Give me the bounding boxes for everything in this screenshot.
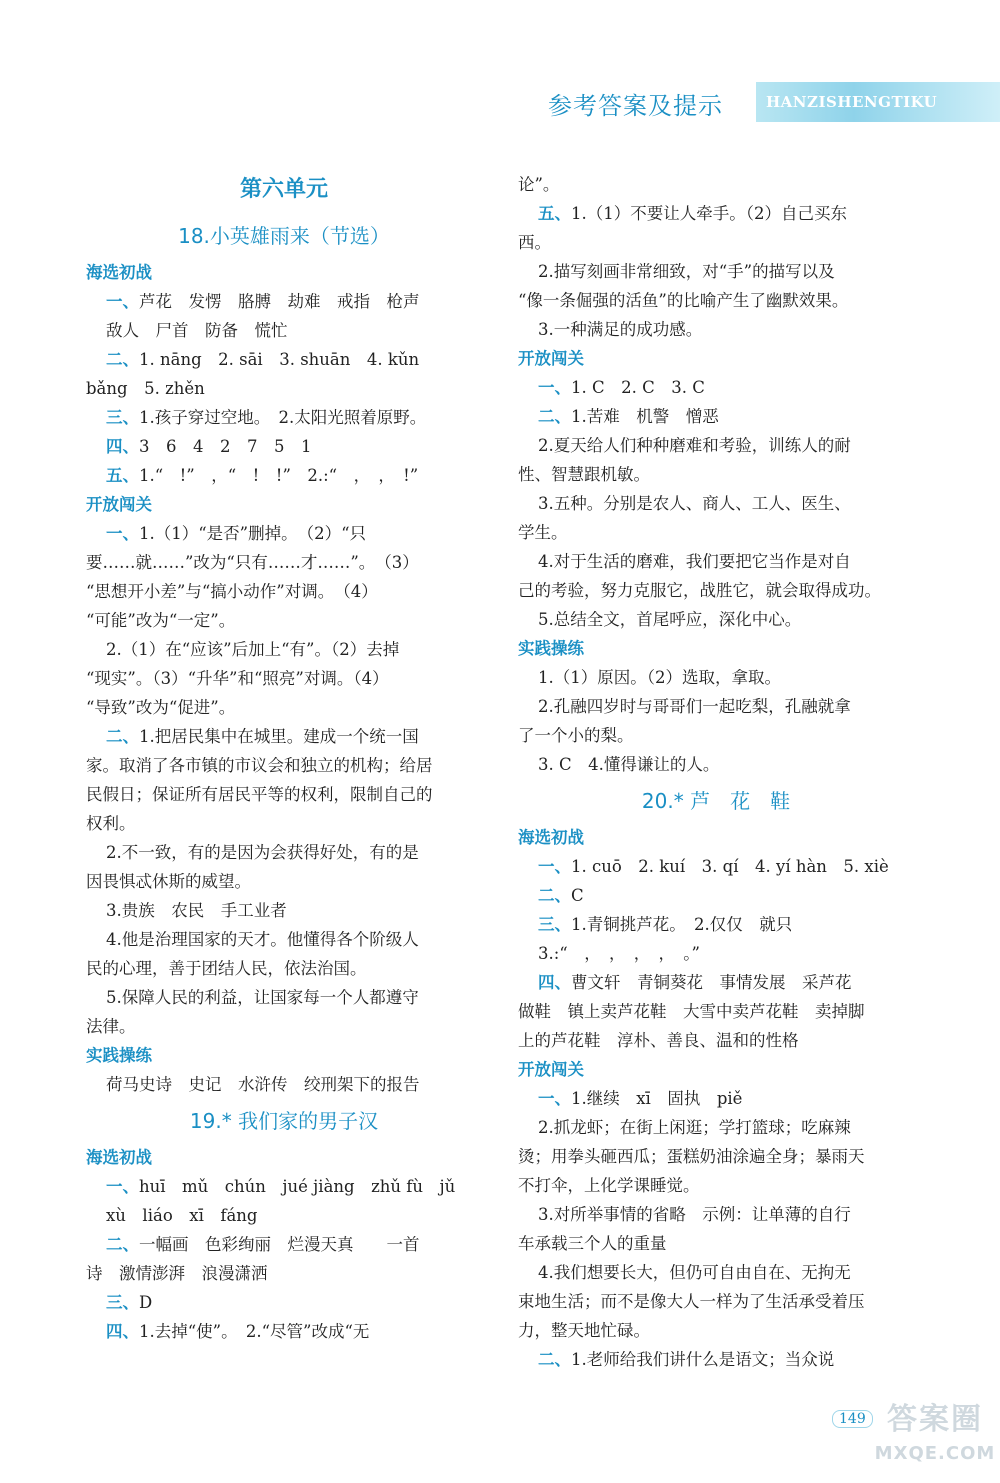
- answer-line: [518, 852, 914, 881]
- answer-line: 车承载三个人的重量: [518, 1234, 667, 1253]
- answer-line: “现实”。（3）“升华”和“照亮”对调。（4）: [86, 669, 389, 688]
- answer-text: 1.“ !” ，“ ! !” 2.:“ ， ， !”: [139, 466, 419, 485]
- item-label: 三、: [538, 915, 571, 934]
- item-label: 四、: [106, 1322, 139, 1341]
- answer-line: 法律。: [86, 1017, 136, 1036]
- answer-line: 4.我们想要长大，但仍可自由自在、无拘无: [538, 1263, 851, 1282]
- answer-line: 西。: [518, 233, 551, 252]
- answer-line: 权利。: [86, 814, 136, 833]
- answer-line: [518, 199, 914, 228]
- answer-line: 论”。: [518, 175, 560, 194]
- answer-line: 4.他是治理国家的天才。他懂得各个阶级人: [106, 930, 419, 949]
- answer-line: [86, 345, 482, 374]
- item-label: 一、: [538, 857, 571, 876]
- answer-line: 2.孔融四岁时与哥哥们一起吃梨，孔融就拿: [538, 697, 851, 716]
- section-heading: 海选初战: [86, 1148, 152, 1167]
- answer-line: 因畏惧忒休斯的威望。: [86, 872, 251, 891]
- item-label: 四、: [538, 973, 571, 992]
- answer-line: bǎng 5. zhěn: [86, 379, 205, 398]
- answer-text: D: [139, 1293, 153, 1312]
- unit-title: 第六单元: [239, 177, 328, 202]
- section-heading: 开放闯关: [518, 1060, 584, 1079]
- answer-line: [86, 287, 482, 316]
- answer-line: [518, 1345, 914, 1374]
- answer-line: 2.描写刻画非常细致，对“手”的描写以及: [538, 262, 835, 281]
- answer-line: 3.一种满足的成功感。: [538, 320, 703, 339]
- item-label: 三、: [106, 408, 139, 427]
- watermark-logo: [870, 1398, 1000, 1478]
- answer-line: 烫；用拳头砸西瓜；蛋糕奶油涂遍全身；暴雨天: [518, 1147, 865, 1166]
- answer-line: xù liáo xī fáng: [106, 1206, 258, 1225]
- answer-line: [86, 403, 482, 432]
- header-title: 参考答案及提示: [548, 92, 723, 120]
- answer-line: 敌人 尸首 防备 慌忙: [106, 321, 288, 340]
- answer-line: [86, 519, 482, 548]
- answer-text: 1.去掉“使”。 2.“尽管”改成“无: [139, 1322, 370, 1341]
- answer-line: 要……就……”改为“只有……才……”。 （3）: [86, 553, 419, 572]
- answer-line: 4.对于生活的磨难，我们要把它当作是对自: [538, 552, 851, 571]
- header-banner: HANZISHENGTIKU: [756, 82, 1000, 122]
- item-label: 五、: [538, 204, 571, 223]
- item-label: 五、: [106, 466, 139, 485]
- item-label: 一、: [106, 1177, 139, 1196]
- answer-text: 3 6 4 2 7 5 1: [139, 437, 312, 456]
- answer-text: huī mǔ chún jué jiàng zhǔ fù jǔ: [139, 1177, 456, 1196]
- answer-line: 3.对所举事情的省略 示例：让单薄的自行: [538, 1205, 851, 1224]
- answer-line: [86, 461, 482, 490]
- answer-text: 曹文轩 青铜葵花 事情发展 采芦花: [571, 973, 852, 992]
- item-label: 一、: [538, 1089, 571, 1108]
- item-label: 二、: [106, 727, 139, 746]
- lesson-19-title: 19.* 我们家的男子汉: [189, 1109, 379, 1133]
- answer-line: 2.不一致，有的是因为会获得好处，有的是: [106, 843, 419, 862]
- answer-line: 上的芦花鞋 淳朴、善良、温和的性格: [518, 1031, 799, 1050]
- answer-line: 性、智慧跟机敏。: [518, 465, 650, 484]
- answer-line: 力，整天地忙碌。: [518, 1321, 650, 1340]
- answer-line: [518, 1084, 914, 1113]
- answer-line: [86, 1172, 482, 1201]
- section-heading: 海选初战: [86, 263, 152, 282]
- answer-line: 2.夏天给人们种种磨难和考验，训练人的耐: [538, 436, 851, 455]
- answer-line: 荷马史诗 史记 水浒传 绞刑架下的报告: [106, 1075, 420, 1094]
- answer-text: 1.孩子穿过空地。 2.太阳光照着原野。: [139, 408, 427, 427]
- section-heading: 实践操练: [86, 1046, 152, 1065]
- answer-line: [518, 373, 914, 402]
- answer-line: 诗 激情澎湃 浪漫潇洒: [86, 1264, 268, 1283]
- answer-text: 1. cuō 2. kuí 3. qí 4. yí hàn 5. xiè: [571, 857, 889, 876]
- item-label: 二、: [106, 1235, 139, 1254]
- answer-text: 1. C 2. C 3. C: [571, 378, 705, 397]
- answer-line: 学生。: [518, 523, 568, 542]
- answer-line: “导致”改为“促进”。: [86, 698, 236, 717]
- left-column: [86, 170, 482, 1346]
- page-number: 149: [832, 1410, 873, 1428]
- item-label: 三、: [106, 1293, 139, 1312]
- answer-line: 民假日；保证所有居民平等的权利，限制自己的: [86, 785, 433, 804]
- answer-line: 1.（1）原因。（2）选取，拿取。: [538, 668, 781, 687]
- answer-line: 2.（1）在“应该”后加上“有”。（2）去掉: [106, 640, 400, 659]
- answer-line: [86, 432, 482, 461]
- answer-line: 5.保障人民的利益，让国家每一个人都遵守: [106, 988, 419, 1007]
- answer-line: [518, 881, 914, 910]
- answer-text: 1.青铜挑芦花。 2.仅仅 就只: [571, 915, 793, 934]
- item-label: 二、: [538, 886, 571, 905]
- item-label: 二、: [106, 350, 139, 369]
- answer-line: [86, 722, 482, 751]
- answer-line: [86, 1230, 482, 1259]
- answer-text: 一幅画 色彩绚丽 烂漫天真 一首: [139, 1235, 420, 1254]
- watermark-url: MXQE.COM: [874, 1443, 996, 1464]
- answer-line: 做鞋 镇上卖芦花鞋 大雪中卖芦花鞋 卖掉脚: [518, 1002, 865, 1021]
- answer-line: 3. C 4.懂得谦让的人。: [538, 755, 720, 774]
- item-label: 一、: [538, 378, 571, 397]
- answer-line: 束地生活；而不是像大人一样为了生活承受着压: [518, 1292, 865, 1311]
- section-heading: 海选初战: [518, 828, 584, 847]
- answer-line: [86, 1317, 482, 1346]
- answer-line: [518, 910, 914, 939]
- item-label: 二、: [538, 1350, 571, 1369]
- item-label: 一、: [106, 524, 139, 543]
- answer-text: 1.继续 xī 固执 piě: [571, 1089, 743, 1108]
- answer-text: 1. nāng 2. sāi 3. shuān 4. kǔn: [139, 350, 420, 369]
- item-label: 四、: [106, 437, 139, 456]
- answer-line: 5.总结全文，首尾呼应，深化中心。: [538, 610, 802, 629]
- answer-line: 2.抓龙虾；在街上闲逛；学打篮球；吃麻辣: [538, 1118, 851, 1137]
- answer-line: “思想开小差”与“搞小动作”对调。 （4）: [86, 582, 378, 601]
- answer-line: 家。取消了各市镇的市议会和独立的机构；给居: [86, 756, 433, 775]
- section-heading: 开放闯关: [518, 349, 584, 368]
- answer-line: [518, 968, 914, 997]
- answer-line: 3.五种。分别是农人、商人、工人、医生、: [538, 494, 851, 513]
- answer-text: 1.（1）“是否”删掉。 （2）“只: [139, 524, 367, 543]
- answer-line: “像一条倔强的活鱼”的比喻产生了幽默效果。: [518, 291, 849, 310]
- answer-text: 1.把居民集中在城里。建成一个统一国: [139, 727, 419, 746]
- answer-text: 1.老师给我们讲什么是语文；当众说: [571, 1350, 835, 1369]
- right-column: [518, 170, 914, 1374]
- answer-text: 芦花 发愣 胳膊 劫难 戒指 枪声: [139, 292, 420, 311]
- answer-text: C: [571, 886, 584, 905]
- section-heading: 实践操练: [518, 639, 584, 658]
- answer-text: 1.（1）不要让人牵手。（2）自己买东: [571, 204, 847, 223]
- answer-text: 1.苦难 机警 憎恶: [571, 407, 719, 426]
- answer-line: 3.:“ ， ， ， ， 。”: [538, 944, 700, 963]
- lesson-18-title: 18.小英雄雨来（节选）: [178, 224, 390, 248]
- answer-line: [518, 402, 914, 431]
- lesson-20-title: 20.* 芦 花 鞋: [641, 789, 791, 813]
- item-label: 一、: [106, 292, 139, 311]
- item-label: 二、: [538, 407, 571, 426]
- answer-line: 了一个小的梨。: [518, 726, 634, 745]
- answer-line: 不打伞，上化学课睡觉。: [518, 1176, 700, 1195]
- answer-line: 民的心理，善于团结人民，依法治国。: [86, 959, 367, 978]
- answer-line: [86, 1288, 482, 1317]
- answer-line: 3.贵族 农民 手工业者: [106, 901, 287, 920]
- watermark-text: 答案圈: [887, 1402, 983, 1437]
- answer-line: 己的考验，努力克服它，战胜它，就会取得成功。: [518, 581, 881, 600]
- answer-line: “可能”改为“一定”。: [86, 611, 236, 630]
- section-heading: 开放闯关: [86, 495, 152, 514]
